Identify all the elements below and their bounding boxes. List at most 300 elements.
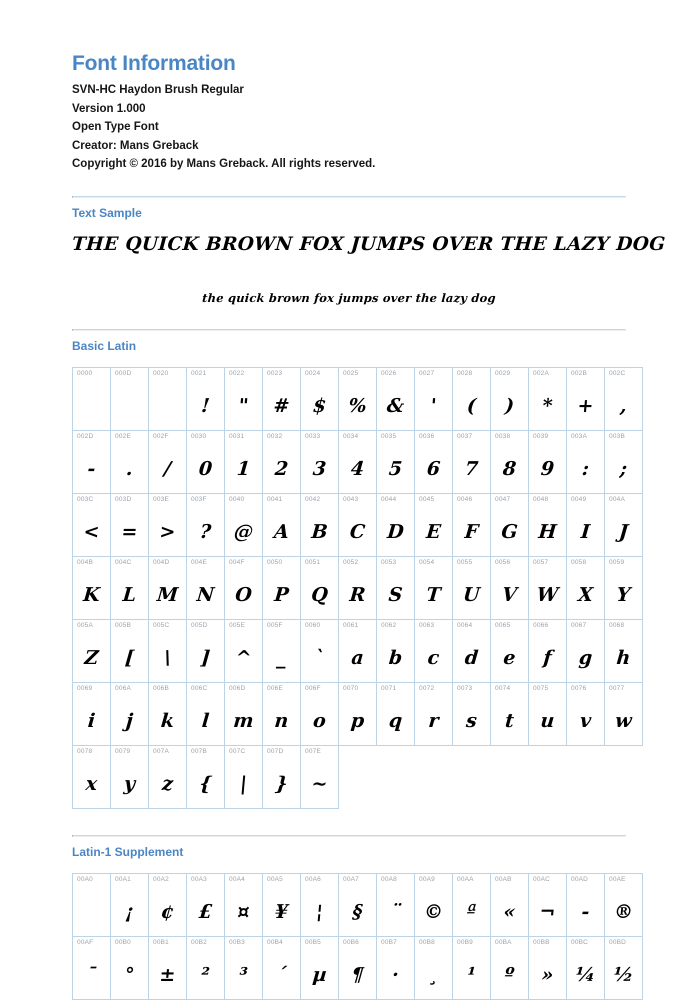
- glyph-sample: +: [576, 394, 595, 417]
- glyph-cell[interactable]: [491, 874, 529, 937]
- glyph-sample: Q: [310, 583, 329, 606]
- glyph-cell[interactable]: [263, 619, 301, 682]
- glyph-cell-empty: [605, 745, 643, 808]
- glyph-codepoint: 0000: [77, 369, 93, 377]
- glyph-codepoint: 00B9: [457, 939, 473, 947]
- glyph-cell[interactable]: [73, 430, 111, 493]
- glyph-sample: :: [581, 457, 591, 480]
- glyph-cell[interactable]: [149, 874, 187, 937]
- glyph-codepoint: 0030: [191, 432, 207, 440]
- glyph-cell[interactable]: [605, 367, 643, 430]
- glyph-sample: Z: [83, 646, 100, 669]
- glyph-codepoint: 0024: [305, 369, 321, 377]
- glyph-sample: ,: [619, 394, 628, 417]
- glyph-codepoint: 006D: [229, 684, 246, 692]
- glyph-cell[interactable]: [567, 556, 605, 619]
- glyph-cell[interactable]: [111, 874, 149, 937]
- glyph-cell[interactable]: [491, 619, 529, 682]
- glyph-codepoint: 0042: [305, 495, 321, 503]
- glyph-cell[interactable]: [605, 430, 643, 493]
- glyph-cell-empty: [339, 745, 377, 808]
- glyph-sample: [71, 892, 111, 932]
- glyph-codepoint: 004A: [609, 495, 625, 503]
- glyph-codepoint: 004D: [153, 558, 170, 566]
- glyph-cell[interactable]: [339, 874, 377, 937]
- glyph-cell[interactable]: [491, 430, 529, 493]
- glyph-sample: l: [200, 709, 211, 732]
- glyph-codepoint: 0027: [419, 369, 435, 377]
- glyph-cell[interactable]: [187, 745, 225, 808]
- glyph-cell[interactable]: [605, 874, 643, 937]
- glyph-codepoint: 0035: [381, 432, 397, 440]
- glyph-cell[interactable]: [301, 874, 339, 937]
- glyph-codepoint: 00AE: [609, 876, 626, 884]
- glyph-cell[interactable]: [263, 745, 301, 808]
- glyph-codepoint: 0036: [419, 432, 435, 440]
- text-sample-lowercase: the quick brown fox jumps over the lazy dog: [201, 290, 497, 305]
- glyph-cell[interactable]: [567, 619, 605, 682]
- font-metadata-list: [72, 81, 626, 174]
- glyph-cell[interactable]: [605, 493, 643, 556]
- glyph-sample: (: [466, 394, 478, 417]
- glyph-cell[interactable]: [453, 493, 491, 556]
- glyph-codepoint: 00AB: [495, 876, 512, 884]
- glyph-cell[interactable]: [111, 493, 149, 556]
- glyph-cell[interactable]: [149, 430, 187, 493]
- glyph-codepoint: 006C: [191, 684, 208, 692]
- glyph-codepoint: 0028: [457, 369, 473, 377]
- glyph-sample: 9: [539, 457, 556, 480]
- glyph-sample: %: [347, 394, 368, 417]
- glyph-codepoint: 0039: [533, 432, 549, 440]
- glyph-codepoint: 0079: [115, 747, 131, 755]
- glyph-sample: c: [426, 646, 441, 669]
- glyph-cell[interactable]: [453, 430, 491, 493]
- glyph-cell[interactable]: [339, 367, 377, 430]
- glyph-sample: m: [232, 709, 255, 732]
- glyph-cell[interactable]: [149, 619, 187, 682]
- glyph-sample: 1: [235, 457, 252, 480]
- glyph-codepoint: 0077: [609, 684, 625, 692]
- glyph-cell[interactable]: [377, 556, 415, 619]
- glyph-cell-empty: [567, 745, 605, 808]
- glyph-cell[interactable]: [529, 619, 567, 682]
- glyph-codepoint: 0063: [419, 621, 435, 629]
- glyph-sample: ?: [199, 520, 213, 543]
- glyph-cell[interactable]: [377, 493, 415, 556]
- glyph-sample: *: [541, 394, 554, 417]
- glyph-cell[interactable]: [339, 619, 377, 682]
- glyph-cell[interactable]: [263, 367, 301, 430]
- glyph-codepoint: 0038: [495, 432, 511, 440]
- glyph-codepoint: 0020: [153, 369, 169, 377]
- glyph-codepoint: 0021: [191, 369, 207, 377]
- glyph-codepoint: 00A3: [191, 876, 207, 884]
- glyph-cell[interactable]: [225, 556, 263, 619]
- glyph-cell[interactable]: [187, 682, 225, 745]
- glyph-cell[interactable]: [339, 493, 377, 556]
- glyph-sample: M: [156, 583, 180, 606]
- glyph-codepoint: 005F: [267, 621, 283, 629]
- glyph-cell[interactable]: [529, 874, 567, 937]
- glyph-codepoint: 005E: [229, 621, 245, 629]
- font-version: Version 1.000: [72, 102, 146, 115]
- glyph-cell[interactable]: [377, 430, 415, 493]
- glyph-codepoint: 003D: [115, 495, 132, 503]
- glyph-sample: y: [123, 772, 137, 795]
- glyph-cell[interactable]: [567, 682, 605, 745]
- glyph-row: [73, 367, 643, 430]
- glyph-codepoint: 00BD: [609, 939, 627, 947]
- glyph-codepoint: 00B8: [419, 939, 435, 947]
- glyph-sample: [109, 386, 149, 426]
- glyph-sample: [147, 386, 187, 426]
- glyph-cell-empty: [377, 745, 415, 808]
- glyph-codepoint: 0032: [267, 432, 283, 440]
- glyph-sample: p: [349, 709, 366, 732]
- glyph-codepoint: 003B: [609, 432, 625, 440]
- glyph-cell[interactable]: [225, 874, 263, 937]
- glyph-cell[interactable]: [529, 430, 567, 493]
- glyph-codepoint: 003A: [571, 432, 587, 440]
- glyph-cell[interactable]: [73, 745, 111, 808]
- glyph-codepoint: 0043: [343, 495, 359, 503]
- glyph-sample: ¹: [466, 963, 477, 986]
- glyph-codepoint: 0050: [267, 558, 283, 566]
- glyph-codepoint: 00A7: [343, 876, 359, 884]
- glyph-codepoint: 00A2: [153, 876, 169, 884]
- glyph-row: [73, 556, 643, 619]
- glyph-codepoint: 00AC: [533, 876, 551, 884]
- glyph-sample: C: [349, 520, 367, 543]
- glyph-cell[interactable]: [73, 619, 111, 682]
- glyph-cell[interactable]: [301, 493, 339, 556]
- glyph-cell[interactable]: [301, 619, 339, 682]
- glyph-sample: g: [577, 646, 594, 669]
- glyph-sample: D: [386, 520, 405, 543]
- glyph-codepoint: 0034: [343, 432, 359, 440]
- glyph-codepoint: 007A: [153, 747, 169, 755]
- glyph-cell-empty: [491, 745, 529, 808]
- glyph-codepoint: 0040: [229, 495, 245, 503]
- glyph-cell[interactable]: [187, 367, 225, 430]
- glyph-sample: 4: [349, 457, 366, 480]
- glyph-codepoint: 0023: [267, 369, 283, 377]
- glyph-cell[interactable]: [605, 682, 643, 745]
- glyph-sample: -: [86, 457, 97, 480]
- glyph-cell[interactable]: [377, 619, 415, 682]
- glyph-cell[interactable]: [529, 682, 567, 745]
- glyph-sample: ¥: [273, 900, 290, 923]
- glyph-row: [73, 937, 643, 1000]
- glyph-cell[interactable]: [225, 430, 263, 493]
- glyph-cell[interactable]: [263, 430, 301, 493]
- glyph-cell[interactable]: [415, 430, 453, 493]
- glyph-cell[interactable]: [605, 619, 643, 682]
- glyph-sample: <: [82, 520, 101, 543]
- glyph-codepoint: 002D: [77, 432, 94, 440]
- glyph-sample: `: [313, 646, 326, 669]
- glyph-cell[interactable]: [149, 493, 187, 556]
- glyph-sample: I: [580, 520, 591, 543]
- glyph-codepoint: 007D: [267, 747, 284, 755]
- glyph-sample: A: [273, 520, 290, 543]
- document-header: [72, 52, 626, 174]
- glyph-cell[interactable]: [567, 367, 605, 430]
- glyph-cell-empty: [453, 745, 491, 808]
- glyph-sample: H: [537, 520, 558, 543]
- glyph-sample: £: [197, 900, 214, 923]
- glyph-cell[interactable]: [415, 367, 453, 430]
- glyph-sample: §: [351, 900, 364, 923]
- section-heading-latin-1-supplement: Latin-1 Supplement: [72, 844, 184, 859]
- glyph-sample: -: [580, 900, 591, 923]
- glyph-codepoint: 0064: [457, 621, 473, 629]
- glyph-sample: ¬: [538, 900, 557, 923]
- glyph-sample: t: [504, 709, 515, 732]
- glyph-sample: @: [233, 520, 255, 543]
- glyph-sample: /: [163, 457, 172, 480]
- glyph-cell[interactable]: [415, 493, 453, 556]
- glyph-cell[interactable]: [453, 874, 491, 937]
- glyph-cell[interactable]: [339, 556, 377, 619]
- glyph-sample: j: [125, 709, 134, 732]
- section-heading-basic-latin: Basic Latin: [72, 338, 137, 353]
- glyph-sample: V: [501, 583, 518, 606]
- glyph-row: [73, 430, 643, 493]
- glyph-cell[interactable]: [415, 937, 453, 1000]
- glyph-cell[interactable]: [263, 874, 301, 937]
- glyph-codepoint: 0053: [381, 558, 397, 566]
- glyph-cell[interactable]: [111, 430, 149, 493]
- glyph-cell[interactable]: [149, 937, 187, 1000]
- glyph-codepoint: 004B: [77, 558, 93, 566]
- glyph-sample: !: [200, 394, 211, 417]
- glyph-codepoint: 00B2: [191, 939, 207, 947]
- glyph-sample: ~: [310, 772, 329, 795]
- glyph-sample: »: [540, 963, 555, 986]
- glyph-sample: =: [120, 520, 139, 543]
- glyph-codepoint: 005A: [77, 621, 93, 629]
- glyph-cell[interactable]: [73, 556, 111, 619]
- glyph-cell[interactable]: [187, 493, 225, 556]
- glyph-codepoint: 0072: [419, 684, 435, 692]
- glyph-cell[interactable]: [529, 937, 567, 1000]
- glyph-codepoint: 0037: [457, 432, 473, 440]
- glyph-sample: o: [312, 709, 327, 732]
- glyph-codepoint: 0055: [457, 558, 473, 566]
- glyph-sample: u: [539, 709, 556, 732]
- glyph-cell[interactable]: [73, 874, 111, 937]
- glyph-cell[interactable]: [491, 556, 529, 619]
- glyph-cell[interactable]: [339, 430, 377, 493]
- glyph-cell[interactable]: [301, 682, 339, 745]
- glyph-codepoint: 006E: [267, 684, 283, 692]
- glyph-codepoint: 0078: [77, 747, 93, 755]
- glyph-cell[interactable]: [453, 556, 491, 619]
- glyph-codepoint: 0031: [229, 432, 245, 440]
- glyph-codepoint: 00AF: [77, 939, 94, 947]
- glyph-codepoint: 00BB: [533, 939, 550, 947]
- glyph-cell[interactable]: [453, 619, 491, 682]
- glyph-row: [73, 874, 643, 937]
- glyph-sample: Y: [615, 583, 632, 606]
- font-format: Open Type Font: [72, 121, 159, 134]
- glyph-sample: _: [275, 646, 288, 669]
- glyph-cell[interactable]: [453, 937, 491, 1000]
- glyph-cell[interactable]: [73, 937, 111, 1000]
- glyph-cell[interactable]: [263, 493, 301, 556]
- glyph-cell[interactable]: [567, 937, 605, 1000]
- glyph-sample: [: [124, 646, 136, 669]
- glyph-cell[interactable]: [187, 556, 225, 619]
- glyph-cell[interactable]: [415, 556, 453, 619]
- glyph-cell[interactable]: [73, 367, 111, 430]
- glyph-cell[interactable]: [605, 556, 643, 619]
- glyph-cell[interactable]: [73, 493, 111, 556]
- glyph-sample: T: [425, 583, 442, 606]
- glyph-cell[interactable]: [529, 367, 567, 430]
- glyph-sample: ©: [423, 900, 445, 923]
- glyph-codepoint: 00A9: [419, 876, 435, 884]
- glyph-codepoint: 00B5: [305, 939, 321, 947]
- glyph-cell[interactable]: [225, 367, 263, 430]
- glyph-cell[interactable]: [225, 682, 263, 745]
- glyph-cell[interactable]: [149, 367, 187, 430]
- glyph-cell[interactable]: [567, 493, 605, 556]
- glyph-cell[interactable]: [491, 367, 529, 430]
- glyph-cell[interactable]: [187, 874, 225, 937]
- glyph-cell[interactable]: [491, 493, 529, 556]
- glyph-cell[interactable]: [111, 367, 149, 430]
- glyph-cell[interactable]: [491, 682, 529, 745]
- glyph-sample: 0: [197, 457, 214, 480]
- glyph-codepoint: 003F: [191, 495, 207, 503]
- glyph-sample: O: [234, 583, 253, 606]
- glyph-cell[interactable]: [263, 682, 301, 745]
- glyph-sample: [71, 386, 111, 426]
- glyph-cell[interactable]: [225, 619, 263, 682]
- glyph-cell[interactable]: [73, 682, 111, 745]
- glyph-cell[interactable]: [301, 745, 339, 808]
- glyph-codepoint: 00A1: [115, 876, 131, 884]
- glyph-codepoint: 0065: [495, 621, 511, 629]
- glyph-sample: n: [273, 709, 290, 732]
- glyph-codepoint: 0052: [343, 558, 359, 566]
- glyph-sample: S: [387, 583, 404, 606]
- glyph-sample: k: [159, 709, 176, 732]
- glyph-codepoint: 0045: [419, 495, 435, 503]
- glyph-codepoint: 006B: [153, 684, 169, 692]
- glyph-cell[interactable]: [453, 682, 491, 745]
- glyph-codepoint: 0056: [495, 558, 511, 566]
- glyph-cell[interactable]: [567, 430, 605, 493]
- glyph-codepoint: 0054: [419, 558, 435, 566]
- glyph-sample: ½: [612, 963, 635, 986]
- glyph-cell[interactable]: [187, 619, 225, 682]
- glyph-cell[interactable]: [567, 874, 605, 937]
- glyph-sample: 7: [463, 457, 480, 480]
- glyph-sample: ^: [234, 646, 253, 669]
- glyph-cell[interactable]: [377, 367, 415, 430]
- glyph-cell[interactable]: [301, 430, 339, 493]
- glyph-cell[interactable]: [377, 937, 415, 1000]
- glyph-codepoint: 0076: [571, 684, 587, 692]
- glyph-sample: e: [502, 646, 517, 669]
- glyph-cell[interactable]: [339, 937, 377, 1000]
- glyph-cell[interactable]: [111, 745, 149, 808]
- glyph-cell[interactable]: [263, 937, 301, 1000]
- glyph-codepoint: 006F: [305, 684, 321, 692]
- glyph-cell[interactable]: [149, 745, 187, 808]
- glyph-sample: {: [198, 772, 213, 795]
- glyph-codepoint: 0046: [457, 495, 473, 503]
- glyph-cell[interactable]: [339, 682, 377, 745]
- glyph-codepoint: 0041: [267, 495, 283, 503]
- glyph-sample: ¢: [159, 900, 176, 923]
- glyph-codepoint: 00A8: [381, 876, 397, 884]
- glyph-cell[interactable]: [111, 682, 149, 745]
- glyph-cell[interactable]: [605, 937, 643, 1000]
- glyph-codepoint: 0057: [533, 558, 549, 566]
- glyph-cell[interactable]: [111, 937, 149, 1000]
- glyph-cell[interactable]: [301, 367, 339, 430]
- font-creator: Creator: Mans Greback: [72, 139, 199, 152]
- glyph-cell[interactable]: [149, 556, 187, 619]
- glyph-cell[interactable]: [187, 430, 225, 493]
- glyph-cell[interactable]: [225, 745, 263, 808]
- glyph-cell[interactable]: [453, 367, 491, 430]
- glyph-codepoint: 00BC: [571, 939, 589, 947]
- glyph-sample: ¸: [427, 963, 440, 986]
- glyph-cell[interactable]: [225, 937, 263, 1000]
- glyph-cell[interactable]: [111, 556, 149, 619]
- glyph-sample: ª: [465, 900, 478, 923]
- glyph-cell[interactable]: [111, 619, 149, 682]
- glyph-codepoint: 003E: [153, 495, 169, 503]
- glyph-codepoint: 007E: [305, 747, 321, 755]
- glyph-codepoint: 0026: [381, 369, 397, 377]
- glyph-cell[interactable]: [491, 937, 529, 1000]
- glyph-cell[interactable]: [415, 682, 453, 745]
- glyph-cell[interactable]: [301, 937, 339, 1000]
- glyph-sample: N: [195, 583, 216, 606]
- glyph-codepoint: 00A4: [229, 876, 245, 884]
- glyph-sample: B: [310, 520, 329, 543]
- glyph-sample: ¦: [315, 900, 324, 923]
- glyph-codepoint: 002E: [115, 432, 131, 440]
- glyph-cell[interactable]: [415, 619, 453, 682]
- glyph-codepoint: 002A: [533, 369, 549, 377]
- glyph-cell[interactable]: [377, 874, 415, 937]
- glyph-cell[interactable]: [529, 493, 567, 556]
- glyph-cell[interactable]: [415, 874, 453, 937]
- glyph-sample: ¼: [574, 963, 597, 986]
- glyph-cell[interactable]: [225, 493, 263, 556]
- glyph-codepoint: 00A6: [305, 876, 321, 884]
- glyph-sample: x: [84, 772, 99, 795]
- glyph-sample: ]: [200, 646, 212, 669]
- glyph-codepoint: 00BA: [495, 939, 512, 947]
- glyph-cell[interactable]: [301, 556, 339, 619]
- glyph-cell[interactable]: [187, 937, 225, 1000]
- glyph-cell[interactable]: [529, 556, 567, 619]
- glyph-sample: K: [82, 583, 101, 606]
- glyph-cell[interactable]: [263, 556, 301, 619]
- glyph-codepoint: 0060: [305, 621, 321, 629]
- glyph-cell[interactable]: [377, 682, 415, 745]
- glyph-cell[interactable]: [149, 682, 187, 745]
